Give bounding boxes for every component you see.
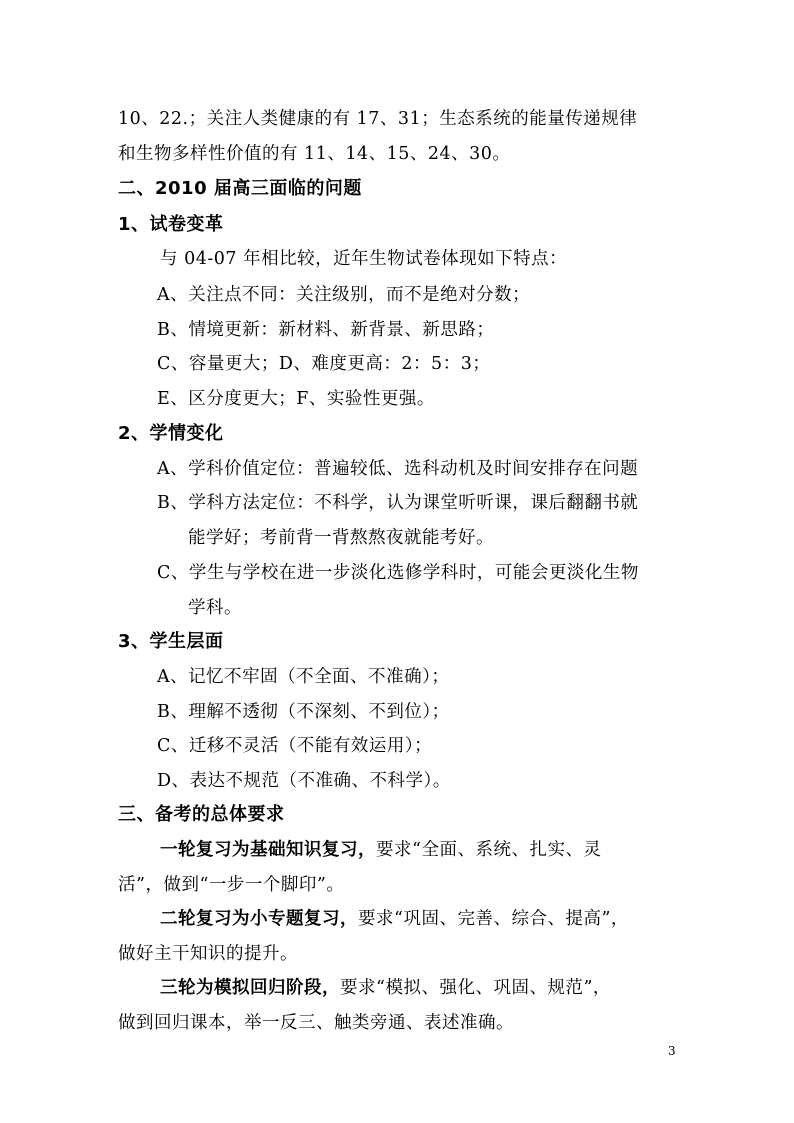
subsection-heading: 2、学情变化 [118, 423, 224, 444]
list-item: E、区分度更大；F、实验性更强。 [157, 389, 435, 409]
bold-lead: 三轮为模拟回归阶段， [160, 978, 340, 998]
bold-lead: 一轮复习为基础知识复习， [160, 840, 376, 860]
paragraph-line: 做到回归课本，举一反三、触类旁通、表述准确。 [118, 1013, 514, 1033]
paragraph-line [160, 976, 611, 1000]
list-item-continuation: 学科。 [188, 598, 242, 618]
list-item: B、情境更新：新材料、新背景、新思路； [157, 320, 495, 340]
paragraph-line: 活”，做到“一步一个脚印”。 [118, 875, 345, 895]
paragraph-line [160, 907, 629, 931]
list-item: B、学科方法定位：不科学，认为课堂听听课，课后翻翻书就 [157, 493, 639, 513]
list-item: C、学生与学校在进一步淡化选修学科时，可能会更淡化生物 [157, 563, 639, 583]
list-item: B、理解不透彻（不深刻、不到位）； [157, 702, 450, 722]
paragraph-line: 10、22.；关注人类健康的有 17、31；生态系统的能量传递规律 [118, 109, 638, 129]
paragraph-line [160, 838, 601, 862]
list-item: C、迁移不灵活（不能有效运用）； [157, 736, 433, 756]
paragraph-line: 与 04-07 年相比较，近年生物试卷体现如下特点： [160, 249, 568, 269]
paragraph-text: 要求“模拟、强化、巩固、规范”， [340, 978, 611, 998]
bold-lead: 二轮复习为小专题复习， [160, 909, 358, 929]
paragraph-line: 做好主干知识的提升。 [118, 944, 298, 964]
section-heading: 三、备考的总体要求 [118, 804, 285, 825]
paragraph-text: 要求“全面、系统、扎实、灵 [376, 840, 602, 860]
list-item: C、容量更大；D、难度更高：2：5：3； [157, 354, 491, 374]
section-heading: 二、2010 届高三面临的问题 [118, 178, 362, 199]
paragraph-text: 要求“巩固、完善、综合、提高”， [358, 909, 629, 929]
list-item: A、记忆不牢固（不全面、不准确）； [157, 667, 450, 687]
list-item-continuation: 能学好；考前背一背熬熬夜就能考好。 [188, 528, 494, 548]
page-number: 3 [668, 1044, 676, 1058]
subsection-heading: 3、学生层面 [118, 631, 224, 652]
list-item: A、学科价值定位：普遍较低、选科动机及时间安排存在问题 [157, 459, 639, 479]
subsection-heading: 1、试卷变革 [118, 214, 224, 235]
list-item: A、关注点不同：关注级别，而不是绝对分数； [157, 285, 531, 305]
paragraph-line: 和生物多样性价值的有 11、14、15、24、30。 [118, 144, 511, 164]
list-item: D、表达不规范（不准确、不科学）。 [157, 771, 451, 791]
